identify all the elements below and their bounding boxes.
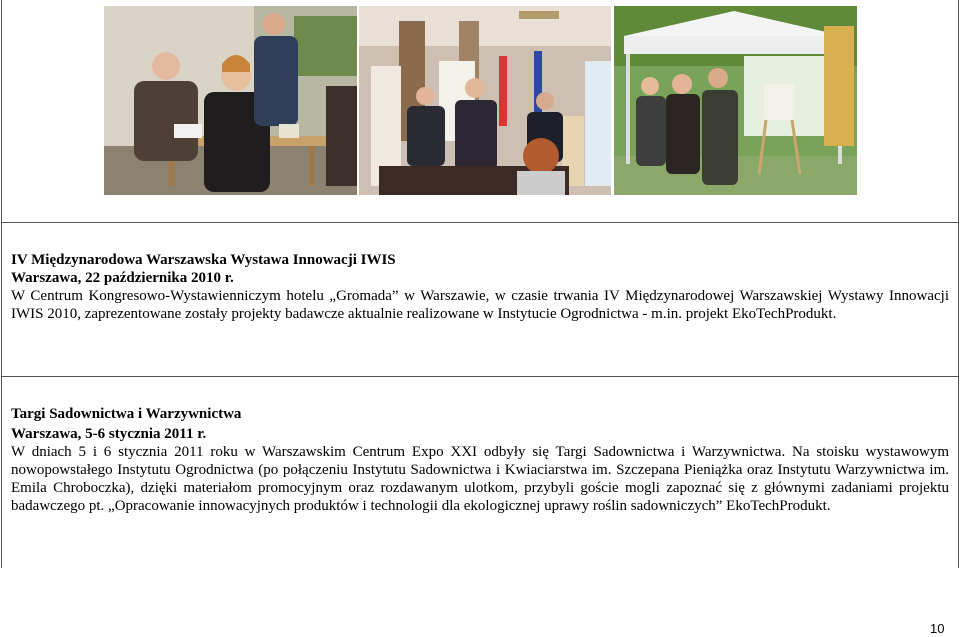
photo-outdoor-tent: [614, 6, 857, 195]
photo-conference-podium: [359, 6, 611, 195]
page-number: 10: [930, 621, 945, 636]
section-divider: [1, 222, 958, 223]
section-iwis: [11, 251, 949, 323]
section-divider: [1, 376, 958, 377]
section-date: Warszawa, 5-6 stycznia 2011 r.: [11, 426, 207, 442]
section-targi: [11, 405, 949, 515]
section-body: W Centrum Kongresowo-Wystawienniczym hotelu „Gromada” w Warszawie, w czasie trwania IV Międzynarodowej Warszawskiej Wystawy Innowacji IWIS 2010, zaprezentowane zostały projekty badawcze aktualnie realizowane w Instytucie Ogrodnictwa - m.in. projekt EkoTechProdukt.: [11, 288, 949, 322]
section-date: Warszawa, 22 października 2010 r.: [11, 270, 234, 286]
section-title: Targi Sadownictwa i Warzywnictwa: [11, 406, 242, 422]
section-title: IV Międzynarodowa Warszawska Wystawa Innowacji IWIS: [11, 252, 396, 268]
photo-exhibition-table: [104, 6, 357, 195]
section-body: W dniach 5 i 6 stycznia 2011 roku w Warszawskim Centrum Expo XXI odbyły się Targi Sadownictwa i Warzywnictwa. Na stoisku wystawowym nowopowstałego Instytutu Ogrodnictwa (po połączeniu Instytutu Sadownictwa i Kwiaciarstwa im. Szczepana Pieniążka oraz Instytutu Warzywnictwa im. Emila Chroboczka), dzięki materiałom promocyjnym oraz rozdawanym ulotkom, przybyli goście mogli zapoznać się z głównymi zadaniami projektu badawczego pt. „Opracowanie innowacyjnych produktów i technologii dla ekologicznej uprawy roślin sadowniczych” EkoTechProdukt.: [11, 444, 949, 514]
